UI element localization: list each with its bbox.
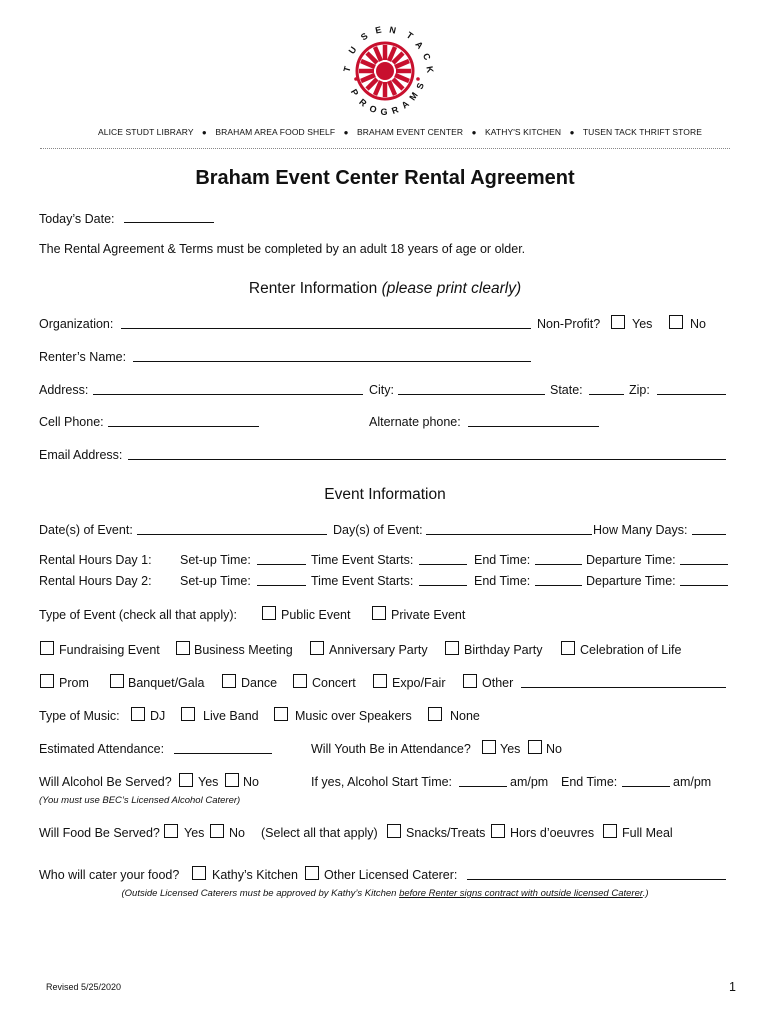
organization-field[interactable] (121, 316, 531, 329)
revised-date: Revised 5/25/2020 (46, 982, 122, 992)
dj-checkbox[interactable] (131, 707, 145, 721)
day2-setup-label: Set-up Time: (180, 574, 251, 588)
day1-end-label: End Time: (474, 553, 531, 567)
program-list (98, 127, 702, 137)
renter-name-label: Renter’s Name: (39, 350, 127, 364)
nonprofit-no-label: No (690, 317, 706, 331)
alcohol-end-label: End Time: (561, 775, 618, 789)
footnote-part-b: .) (642, 888, 649, 899)
birthday-label: Birthday Party (464, 643, 543, 657)
anniversary-label: Anniversary Party (329, 643, 428, 657)
svg-text:P: P (348, 87, 361, 98)
svg-text:R: R (390, 104, 400, 116)
expo-checkbox[interactable] (373, 674, 387, 688)
bullet-icon: ● (471, 128, 477, 138)
alcohol-start-label: If yes, Alcohol Start Time: (311, 775, 453, 789)
dance-checkbox[interactable] (222, 674, 236, 688)
renter-heading (0, 280, 770, 298)
how-many-days-field[interactable] (692, 522, 726, 535)
prom-checkbox[interactable] (40, 674, 54, 688)
attendance-label: Estimated Attendance: (39, 742, 165, 756)
no-music-label: None (450, 709, 480, 723)
live-band-label: Live Band (203, 709, 259, 723)
youth-no-checkbox[interactable] (528, 740, 542, 754)
youth-yes-checkbox[interactable] (482, 740, 496, 754)
day1-departure-field[interactable] (680, 552, 728, 565)
day2-starts-field[interactable] (419, 573, 467, 586)
alcohol-start-ampm: am/pm (510, 775, 549, 789)
svg-text:M: M (407, 90, 420, 103)
todays-date-label: Today’s Date: (39, 212, 115, 226)
svg-text:K: K (424, 65, 436, 74)
alcohol-no-label: No (243, 775, 259, 789)
full-meal-checkbox[interactable] (603, 824, 617, 838)
kathys-kitchen-label: Kathy’s Kitchen (212, 868, 298, 882)
svg-text:S: S (414, 81, 426, 91)
day2-end-label: End Time: (474, 574, 531, 588)
address-field[interactable] (93, 382, 363, 395)
prom-label: Prom (59, 676, 89, 690)
business-meeting-label: Business Meeting (194, 643, 293, 657)
celebration-checkbox[interactable] (561, 641, 575, 655)
youth-no-label: No (546, 742, 562, 756)
bullet-icon: ● (201, 128, 207, 138)
full-meal-label: Full Meal (622, 826, 673, 840)
food-label: Will Food Be Served? (39, 826, 160, 840)
youth-yes-label: Yes (500, 742, 521, 756)
snacks-checkbox[interactable] (387, 824, 401, 838)
other-event-field[interactable] (521, 675, 726, 688)
todays-date-row (39, 210, 214, 226)
address-label: Address: (39, 383, 89, 397)
anniversary-checkbox[interactable] (310, 641, 324, 655)
day2-departure-label: Departure Time: (586, 574, 676, 588)
event-dates-label: Date(s) of Event: (39, 523, 133, 537)
banquet-checkbox[interactable] (110, 674, 124, 688)
program-thrift-store: TUSEN TACK THRIFT STORE (582, 127, 703, 137)
email-field[interactable] (128, 447, 726, 460)
day1-starts-field[interactable] (419, 552, 467, 565)
svg-text:U: U (346, 44, 359, 56)
day2-starts-label: Time Event Starts: (311, 574, 414, 588)
event-days-field[interactable] (426, 522, 592, 535)
snacks-label: Snacks/Treats (406, 826, 486, 840)
svg-text:G: G (380, 107, 388, 117)
event-heading: Event Information (324, 486, 446, 503)
other-caterer-field[interactable] (467, 867, 726, 880)
day1-label: Rental Hours Day 1: (39, 553, 152, 567)
program-food-shelf: BRAHAM AREA FOOD SHELF (215, 127, 336, 137)
cater-who-label: Who will cater your food? (39, 868, 180, 882)
how-many-days-label: How Many Days: (593, 523, 688, 537)
select-all-label: (Select all that apply) (261, 826, 378, 840)
renter-heading-text: Renter Information (248, 280, 378, 297)
speakers-checkbox[interactable] (274, 707, 288, 721)
svg-text:T: T (404, 29, 415, 42)
kathys-kitchen-checkbox[interactable] (192, 866, 206, 880)
alcohol-start-field[interactable] (459, 774, 507, 787)
public-event-checkbox[interactable] (262, 606, 276, 620)
birthday-checkbox[interactable] (445, 641, 459, 655)
business-meeting-checkbox[interactable] (176, 641, 190, 655)
organization-label: Organization: (39, 317, 114, 331)
state-field[interactable] (589, 382, 624, 395)
banquet-label: Banquet/Gala (128, 676, 205, 690)
attendance-field[interactable] (174, 741, 272, 754)
day2-departure-field[interactable] (680, 573, 728, 586)
svg-text:R: R (357, 96, 369, 109)
food-no-checkbox[interactable] (210, 824, 224, 838)
event-dates-field[interactable] (137, 522, 327, 535)
bullet-icon: ● (343, 128, 349, 138)
day1-starts-label: Time Event Starts: (311, 553, 414, 567)
caterer-footnote (0, 888, 770, 899)
city-field[interactable] (398, 382, 545, 395)
day1-end-field[interactable] (535, 552, 582, 565)
public-event-label: Public Event (281, 608, 351, 622)
day1-setup-label: Set-up Time: (180, 553, 251, 567)
speakers-label: Music over Speakers (295, 709, 412, 723)
header-divider (40, 148, 730, 149)
celebration-label: Celebration of Life (580, 643, 682, 657)
program-kathys-kitchen: KATHY'S KITCHEN (485, 127, 562, 137)
fundraising-label: Fundraising Event (59, 643, 160, 657)
expo-label: Expo/Fair (392, 676, 446, 690)
alt-phone-field[interactable] (468, 414, 599, 427)
intro-text: The Rental Agreement & Terms must be completed by an adult 18 years of age or older. (39, 242, 526, 256)
live-band-checkbox[interactable] (181, 707, 195, 721)
alcohol-yes-checkbox[interactable] (179, 773, 193, 787)
email-label: Email Address: (39, 448, 123, 462)
program-alice-studt-library: ALICE STUDT LIBRARY (98, 127, 194, 137)
music-label: Type of Music: (39, 709, 120, 723)
other-caterer-label: Other Licensed Caterer: (324, 868, 458, 882)
page-title: Braham Event Center Rental Agreement (195, 167, 575, 189)
svg-text:S: S (358, 30, 370, 43)
nonprofit-label: Non-Profit? (537, 317, 601, 331)
todays-date-field[interactable] (124, 210, 214, 223)
svg-text:E: E (374, 24, 383, 36)
day1-departure-label: Departure Time: (586, 553, 676, 567)
renter-name-field[interactable] (133, 349, 531, 362)
cell-phone-label: Cell Phone: (39, 415, 104, 429)
fundraising-checkbox[interactable] (40, 641, 54, 655)
youth-label: Will Youth Be in Attendance? (311, 742, 471, 756)
alt-phone-label: Alternate phone: (369, 415, 461, 429)
no-music-checkbox[interactable] (428, 707, 442, 721)
dj-label: DJ (150, 709, 166, 723)
alcohol-end-field[interactable] (622, 774, 670, 787)
cell-phone-field[interactable] (108, 414, 259, 427)
footnote-part-a: (Outside Licensed Caterers must be approved by Kathy’s Kitchen (121, 888, 400, 899)
alcohol-label: Will Alcohol Be Served? (39, 775, 172, 789)
day2-end-field[interactable] (535, 573, 582, 586)
hors-doeuvres-label: Hors d’oeuvres (510, 826, 595, 840)
svg-text:C: C (420, 51, 433, 62)
nonprofit-no-checkbox[interactable] (669, 315, 683, 329)
city-label: City: (369, 383, 394, 397)
food-yes-checkbox[interactable] (164, 824, 178, 838)
event-days-label: Day(s) of Event: (333, 523, 423, 537)
concert-label: Concert (312, 676, 356, 690)
other-event-label: Other (482, 676, 514, 690)
footnote-underlined: before Renter signs contract with outside licensed Caterer (399, 888, 643, 899)
zip-label: Zip: (629, 383, 650, 397)
bullet-icon: ● (569, 128, 575, 138)
other-caterer-checkbox[interactable] (305, 866, 319, 880)
food-no-label: No (229, 826, 245, 840)
event-type-label: Type of Event (check all that apply): (39, 608, 238, 622)
state-label: State: (550, 383, 583, 397)
svg-text:A: A (399, 98, 411, 111)
alcohol-end-ampm: am/pm (673, 775, 712, 789)
renter-heading-note: (please print clearly) (381, 280, 522, 297)
svg-text:O: O (368, 103, 379, 116)
svg-text:N: N (388, 24, 397, 36)
svg-text:T: T (341, 65, 353, 74)
dance-label: Dance (241, 676, 278, 690)
zip-field[interactable] (657, 382, 726, 395)
day2-label: Rental Hours Day 2: (39, 574, 152, 588)
alcohol-caterer-note: (You must use BEC’s Licensed Alcohol Caterer) (39, 795, 241, 806)
private-event-label: Private Event (391, 608, 466, 622)
hors-doeuvres-checkbox[interactable] (491, 824, 505, 838)
nonprofit-yes-checkbox[interactable] (611, 315, 625, 329)
program-event-center: BRAHAM EVENT CENTER (357, 127, 464, 137)
page-number: 1 (729, 980, 736, 994)
concert-checkbox[interactable] (293, 674, 307, 688)
alcohol-no-checkbox[interactable] (225, 773, 239, 787)
nonprofit-yes-label: Yes (632, 317, 653, 331)
tusen-tack-logo (336, 22, 434, 120)
svg-text:A: A (413, 39, 426, 51)
other-event-checkbox[interactable] (463, 674, 477, 688)
day2-setup-field[interactable] (257, 573, 306, 586)
private-event-checkbox[interactable] (372, 606, 386, 620)
alcohol-yes-label: Yes (198, 775, 219, 789)
day1-setup-field[interactable] (257, 552, 306, 565)
food-yes-label: Yes (184, 826, 205, 840)
